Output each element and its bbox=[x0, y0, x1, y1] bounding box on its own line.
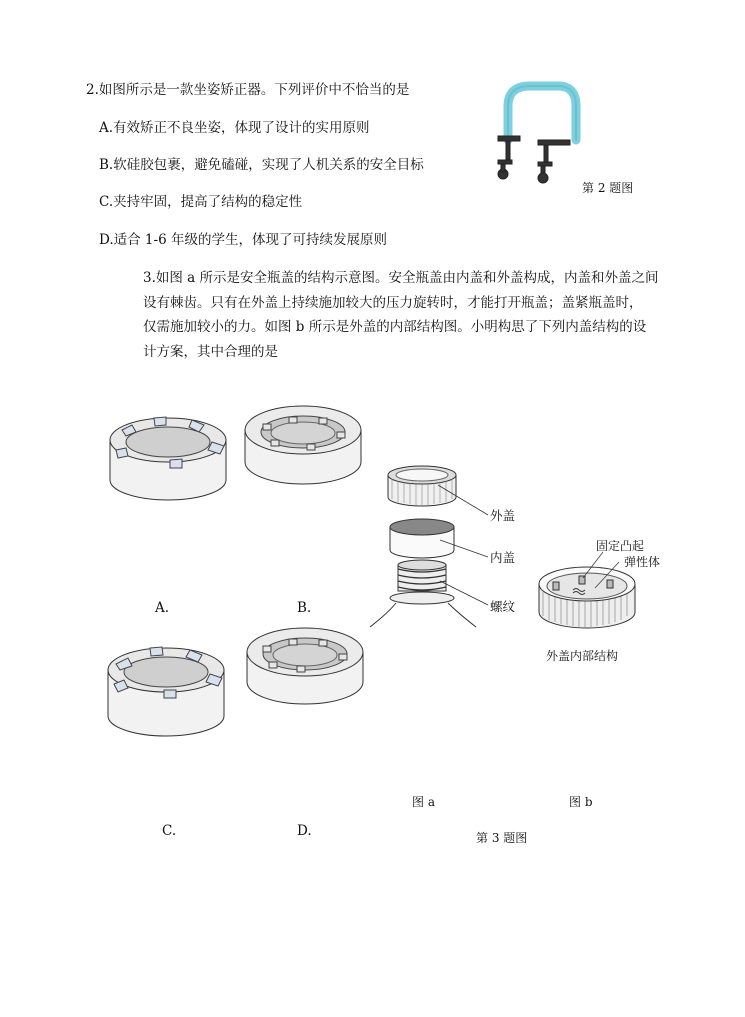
figure-b-caption: 图 b bbox=[569, 795, 593, 809]
q2-figure-caption: 第 2 题图 bbox=[582, 181, 634, 195]
q2-option-b: B.软硅胶包裹，避免磕碰，实现了人机关系的安全目标 bbox=[99, 157, 424, 173]
posture-corrector-figure bbox=[490, 78, 590, 188]
figure-a-bottle-cap-diagram bbox=[368, 455, 508, 630]
option-d-cap-figure bbox=[245, 612, 365, 707]
option-c-cap-figure bbox=[106, 630, 226, 745]
q3-figure-caption: 第 3 题图 bbox=[476, 831, 528, 845]
q2-stem: 2.如图所示是一款坐姿矫正器。下列评价中不恰当的是 bbox=[86, 82, 410, 98]
figure-a-caption: 图 a bbox=[412, 795, 435, 809]
q3-stem-line-2: 设有棘齿。只有在外盖上持续施加较大的压力旋转时，才能打开瓶盖；盖紧瓶盖时， bbox=[143, 295, 643, 311]
q3-stem-line-1: 3.如图 a 所示是安全瓶盖的结构示意图。安全瓶盖由内盖和外盖构成，内盖和外盖之间 bbox=[143, 270, 659, 286]
option-a-label: A. bbox=[155, 600, 170, 616]
q2-option-c: C.夹持牢固，提高了结构的稳定性 bbox=[99, 194, 303, 210]
label-thread: 螺纹 bbox=[490, 599, 516, 614]
option-d-label: D. bbox=[297, 823, 312, 839]
label-outer-cap-structure: 外盖内部结构 bbox=[546, 649, 619, 663]
label-elastic-body: 弹性体 bbox=[624, 555, 661, 569]
q3-stem-line-4: 计方案，其中合理的是 bbox=[143, 344, 278, 360]
label-fixed-protrusion: 固定凸起 bbox=[596, 539, 645, 553]
option-c-label: C. bbox=[162, 823, 177, 839]
q2-option-d: D.适合 1-6 年级的学生，体现了可持续发展原则 bbox=[99, 232, 387, 248]
option-b-label: B. bbox=[297, 600, 312, 616]
q2-option-a: A.有效矫正不良坐姿，体现了设计的实用原则 bbox=[99, 120, 370, 136]
label-outer-cap: 外盖 bbox=[490, 508, 516, 523]
option-b-cap-figure bbox=[243, 388, 363, 488]
option-a-cap-figure bbox=[108, 398, 228, 508]
label-inner-cap: 内盖 bbox=[490, 550, 516, 565]
q3-stem-line-3: 仅需施加较小的力。如图 b 所示是外盖的内部结构图。小明构思了下列内盖结构的设 bbox=[143, 319, 647, 335]
